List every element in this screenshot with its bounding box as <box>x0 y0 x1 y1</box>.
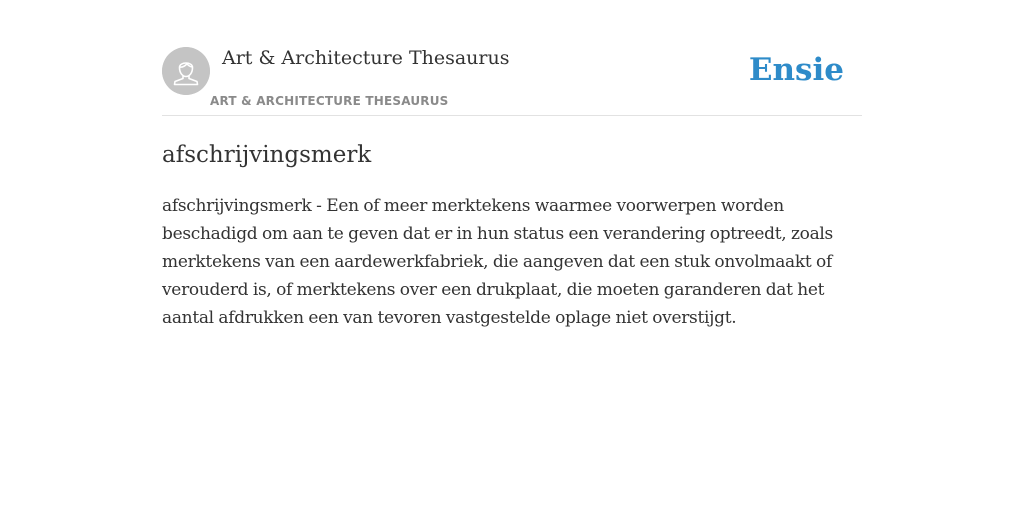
brand-logo[interactable]: Ensie <box>748 52 844 88</box>
entry-definition: afschrijvingsmerk - Een of meer merktekens waarmee voorwerpen worden beschadigd om aan te geven dat er in hun status een verandering optreedt, zoals merktekens van een aardewerkfabriek, die aangeven dat een stuk onvolmaakt of verouderd is, of merktekens over een drukplaat, die moeten garanderen dat het aantal afdrukken een van tevoren vastgestelde oplage niet overstijgt. <box>162 196 833 328</box>
user-silhouette-icon <box>162 47 210 95</box>
source-title[interactable]: Art & Architecture Thesaurus <box>222 47 510 69</box>
source-header <box>162 0 862 116</box>
source-avatar[interactable] <box>162 47 210 95</box>
page-container <box>162 0 862 332</box>
entry-title: afschrijvingsmerk <box>162 142 372 168</box>
source-subtitle[interactable]: ART & ARCHITECTURE THESAURUS <box>210 94 449 108</box>
